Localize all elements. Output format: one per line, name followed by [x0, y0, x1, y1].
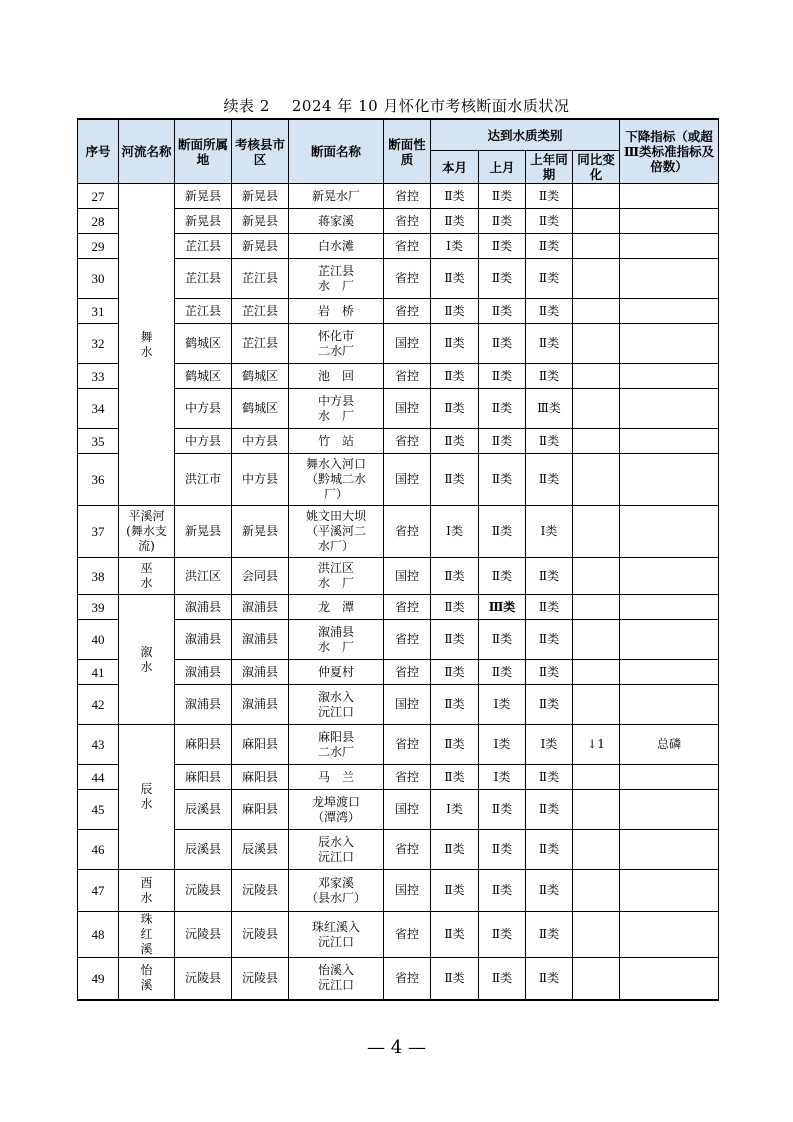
header-section: 断面名称 — [289, 119, 384, 184]
cell-yoy — [573, 364, 620, 389]
cell-indicator — [620, 595, 719, 620]
cell-nature: 国控 — [384, 558, 431, 595]
cell-indicator — [620, 234, 719, 259]
cell-county: 中方县 — [232, 429, 289, 454]
cell-last-year: Ⅱ类 — [526, 830, 573, 870]
cell-nature: 省控 — [384, 595, 431, 620]
cell-county: 沅陵县 — [232, 958, 289, 1000]
cell-nature: 省控 — [384, 912, 431, 958]
table-row — [78, 209, 719, 234]
cell-last-month: Ⅰ类 — [479, 725, 526, 765]
cell-nature: 省控 — [384, 364, 431, 389]
cell-yoy — [573, 765, 620, 790]
cell-region: 新晃县 — [175, 209, 232, 234]
cell-nature: 省控 — [384, 184, 431, 209]
cell-last-year: Ⅱ类 — [526, 765, 573, 790]
cell-last-month: Ⅱ类 — [479, 660, 526, 685]
cell-last-year: Ⅱ类 — [526, 234, 573, 259]
cell-indicator — [620, 209, 719, 234]
cell-section: 中方县 水 厂 — [289, 389, 384, 429]
cell-yoy — [573, 958, 620, 1000]
cell-seq: 46 — [78, 830, 119, 870]
table-row — [78, 765, 719, 790]
cell-river — [119, 958, 175, 1000]
cell-seq: 36 — [78, 454, 119, 506]
cell-yoy — [573, 389, 620, 429]
cell-yoy — [573, 830, 620, 870]
cell-last-year: Ⅱ类 — [526, 364, 573, 389]
cell-seq: 31 — [78, 299, 119, 324]
cell-this-month: Ⅱ类 — [431, 725, 479, 765]
cell-nature: 国控 — [384, 389, 431, 429]
cell-nature: 省控 — [384, 506, 431, 558]
cell-county: 辰溪县 — [232, 830, 289, 870]
cell-last-month: Ⅱ类 — [479, 958, 526, 1000]
table-row — [78, 725, 719, 765]
cell-yoy — [573, 685, 620, 725]
cell-region: 芷江县 — [175, 259, 232, 299]
cell-this-month: Ⅱ类 — [431, 830, 479, 870]
cell-this-month: Ⅱ类 — [431, 299, 479, 324]
cell-last-month: Ⅱ类 — [479, 454, 526, 506]
cell-river — [119, 725, 175, 870]
cell-seq: 34 — [78, 389, 119, 429]
river-name: 辰水 — [140, 782, 153, 811]
cell-county: 新晃县 — [232, 209, 289, 234]
header-region: 断面所属地 — [175, 119, 232, 184]
cell-indicator — [620, 454, 719, 506]
cell-section: 溆浦县 水 厂 — [289, 620, 384, 660]
cell-indicator — [620, 765, 719, 790]
river-name: 珠红溪 — [140, 912, 153, 956]
cell-section: 新晃水厂 — [289, 184, 384, 209]
cell-seq: 29 — [78, 234, 119, 259]
cell-seq: 41 — [78, 660, 119, 685]
cell-seq: 37 — [78, 506, 119, 558]
cell-yoy — [573, 299, 620, 324]
cell-seq: 49 — [78, 958, 119, 1000]
cell-region: 溆浦县 — [175, 620, 232, 660]
cell-county: 芷江县 — [232, 324, 289, 364]
cell-indicator — [620, 389, 719, 429]
cell-this-month: Ⅱ类 — [431, 660, 479, 685]
cell-yoy — [573, 324, 620, 364]
cell-yoy — [573, 595, 620, 620]
header-last-year: 上年同期 — [526, 151, 573, 184]
cell-nature: 省控 — [384, 765, 431, 790]
cell-indicator — [620, 685, 719, 725]
cell-section: 岩 桥 — [289, 299, 384, 324]
cell-county: 沅陵县 — [232, 912, 289, 958]
cell-this-month: Ⅱ类 — [431, 685, 479, 725]
cell-indicator — [620, 870, 719, 912]
cell-river — [119, 595, 175, 725]
cell-section: 马 兰 — [289, 765, 384, 790]
cell-region: 沅陵县 — [175, 870, 232, 912]
cell-region: 溆浦县 — [175, 685, 232, 725]
cell-yoy — [573, 209, 620, 234]
cell-county: 新晃县 — [232, 234, 289, 259]
cell-county: 新晃县 — [232, 184, 289, 209]
cell-county: 中方县 — [232, 454, 289, 506]
cell-nature: 国控 — [384, 685, 431, 725]
cell-county: 麻阳县 — [232, 765, 289, 790]
cell-this-month: Ⅱ类 — [431, 184, 479, 209]
cell-nature: 省控 — [384, 299, 431, 324]
cell-section: 芷江县 水 厂 — [289, 259, 384, 299]
cell-region: 芷江县 — [175, 234, 232, 259]
cell-this-month: Ⅱ类 — [431, 454, 479, 506]
cell-last-year: Ⅱ类 — [526, 209, 573, 234]
cell-indicator — [620, 660, 719, 685]
cell-county: 溆浦县 — [232, 620, 289, 660]
cell-indicator — [620, 830, 719, 870]
cell-indicator — [620, 184, 719, 209]
header-reached-group: 达到水质类别 — [431, 119, 620, 151]
cell-yoy — [573, 234, 620, 259]
cell-indicator — [620, 429, 719, 454]
cell-last-month: Ⅱ类 — [479, 364, 526, 389]
cell-seq: 48 — [78, 912, 119, 958]
cell-river — [119, 870, 175, 912]
cell-this-month: Ⅱ类 — [431, 595, 479, 620]
cell-seq: 45 — [78, 790, 119, 830]
cell-seq: 30 — [78, 259, 119, 299]
cell-seq: 43 — [78, 725, 119, 765]
cell-county: 溆浦县 — [232, 595, 289, 620]
cell-section: 仲夏村 — [289, 660, 384, 685]
cell-section: 麻阳县 二水厂 — [289, 725, 384, 765]
cell-this-month: Ⅱ类 — [431, 870, 479, 912]
cell-last-year: Ⅱ类 — [526, 620, 573, 660]
table-row — [78, 259, 719, 299]
table-row — [78, 429, 719, 454]
cell-indicator — [620, 324, 719, 364]
cell-yoy — [573, 790, 620, 830]
table-row — [78, 184, 719, 209]
cell-nature: 国控 — [384, 870, 431, 912]
cell-county: 麻阳县 — [232, 790, 289, 830]
cell-indicator — [620, 620, 719, 660]
table-row — [78, 234, 719, 259]
cell-seq: 42 — [78, 685, 119, 725]
cell-indicator — [620, 364, 719, 389]
cell-last-month: Ⅱ类 — [479, 558, 526, 595]
cell-last-year: Ⅱ类 — [526, 184, 573, 209]
cell-region: 溆浦县 — [175, 660, 232, 685]
table-row — [78, 912, 719, 958]
cell-section: 白水滩 — [289, 234, 384, 259]
cell-this-month: Ⅱ类 — [431, 389, 479, 429]
cell-nature: 省控 — [384, 234, 431, 259]
cell-section: 邓家溪 （县水厂） — [289, 870, 384, 912]
cell-nature: 国控 — [384, 454, 431, 506]
cell-yoy: ↓1 — [573, 725, 620, 765]
cell-county: 溆浦县 — [232, 685, 289, 725]
river-name: 怡溪 — [140, 963, 153, 993]
cell-last-year: Ⅰ类 — [526, 725, 573, 765]
cell-seq: 28 — [78, 209, 119, 234]
cell-this-month: Ⅱ类 — [431, 620, 479, 660]
cell-last-year: Ⅱ类 — [526, 324, 573, 364]
cell-county: 芷江县 — [232, 299, 289, 324]
cell-last-month: Ⅱ类 — [479, 259, 526, 299]
cell-section: 龙 潭 — [289, 595, 384, 620]
cell-indicator — [620, 912, 719, 958]
table-row — [78, 558, 719, 595]
cell-last-month: Ⅱ类 — [479, 209, 526, 234]
cell-region: 新晃县 — [175, 506, 232, 558]
header-yoy: 同比变化 — [573, 151, 620, 184]
header-indicator: 下降指标（或超Ⅲ类标准指标及倍数） — [620, 119, 719, 184]
table-row — [78, 506, 719, 558]
cell-region: 洪江市 — [175, 454, 232, 506]
table-row — [78, 685, 719, 725]
cell-last-year: Ⅱ类 — [526, 790, 573, 830]
cell-nature: 国控 — [384, 790, 431, 830]
cell-river — [119, 506, 175, 558]
cell-last-year: Ⅱ类 — [526, 558, 573, 595]
cell-last-year: Ⅱ类 — [526, 660, 573, 685]
table-row — [78, 958, 719, 1000]
water-quality-table — [77, 118, 719, 1001]
cell-this-month: Ⅰ类 — [431, 234, 479, 259]
cell-county: 溆浦县 — [232, 660, 289, 685]
table-row — [78, 454, 719, 506]
cell-last-year: Ⅱ类 — [526, 259, 573, 299]
cell-section: 怀化市 二水厂 — [289, 324, 384, 364]
cell-seq: 44 — [78, 765, 119, 790]
cell-this-month: Ⅱ类 — [431, 912, 479, 958]
cell-river — [119, 558, 175, 595]
cell-county: 会同县 — [232, 558, 289, 595]
cell-yoy — [573, 620, 620, 660]
cell-last-month: Ⅱ类 — [479, 299, 526, 324]
cell-last-year: Ⅰ类 — [526, 506, 573, 558]
cell-nature: 省控 — [384, 958, 431, 1000]
cell-seq: 33 — [78, 364, 119, 389]
cell-last-month: Ⅱ类 — [479, 912, 526, 958]
cell-indicator — [620, 790, 719, 830]
cell-region: 中方县 — [175, 389, 232, 429]
cell-section: 溆水入 沅江口 — [289, 685, 384, 725]
cell-region: 溆浦县 — [175, 595, 232, 620]
table-row — [78, 324, 719, 364]
cell-county: 芷江县 — [232, 259, 289, 299]
header-nature: 断面性质 — [384, 119, 431, 184]
cell-region: 麻阳县 — [175, 765, 232, 790]
cell-seq: 40 — [78, 620, 119, 660]
cell-this-month: Ⅱ类 — [431, 558, 479, 595]
cell-region: 新晃县 — [175, 184, 232, 209]
table-caption — [0, 95, 793, 116]
header-last-month: 上月 — [479, 151, 526, 184]
cell-region: 麻阳县 — [175, 725, 232, 765]
cell-river — [119, 184, 175, 506]
cell-county: 鹤城区 — [232, 364, 289, 389]
cell-last-month: Ⅱ类 — [479, 620, 526, 660]
cell-region: 中方县 — [175, 429, 232, 454]
cell-this-month: Ⅰ类 — [431, 506, 479, 558]
caption-label: 续表 2 — [223, 97, 270, 115]
cell-section: 池 回 — [289, 364, 384, 389]
river-name: 酉水 — [140, 875, 153, 905]
cell-region: 鹤城区 — [175, 364, 232, 389]
cell-last-year: Ⅱ类 — [526, 454, 573, 506]
cell-region: 洪江区 — [175, 558, 232, 595]
cell-section: 蒋家溪 — [289, 209, 384, 234]
cell-last-month: Ⅱ类 — [479, 790, 526, 830]
header-river: 河流名称 — [119, 119, 175, 184]
cell-yoy — [573, 660, 620, 685]
cell-last-month: Ⅰ类 — [479, 685, 526, 725]
table-row — [78, 620, 719, 660]
cell-this-month: Ⅱ类 — [431, 429, 479, 454]
cell-section: 姚文田大坝 （平溪河二 水厂） — [289, 506, 384, 558]
cell-nature: 省控 — [384, 830, 431, 870]
cell-seq: 38 — [78, 558, 119, 595]
cell-nature: 省控 — [384, 259, 431, 299]
cell-section: 竹 站 — [289, 429, 384, 454]
cell-county: 麻阳县 — [232, 725, 289, 765]
cell-yoy — [573, 558, 620, 595]
table-row — [78, 389, 719, 429]
cell-region: 辰溪县 — [175, 830, 232, 870]
cell-region: 芷江县 — [175, 299, 232, 324]
header-seq: 序号 — [78, 119, 119, 184]
cell-last-month: Ⅱ类 — [479, 184, 526, 209]
page-number: — 4 — — [367, 1037, 426, 1058]
cell-section: 怡溪入 沅江口 — [289, 958, 384, 1000]
cell-last-month: Ⅰ类 — [479, 765, 526, 790]
cell-yoy — [573, 184, 620, 209]
cell-last-month: Ⅱ类 — [479, 870, 526, 912]
cell-indicator — [620, 506, 719, 558]
cell-last-month: Ⅱ类 — [479, 324, 526, 364]
cell-yoy — [573, 429, 620, 454]
cell-nature: 省控 — [384, 620, 431, 660]
cell-last-month: Ⅱ类 — [479, 234, 526, 259]
cell-indicator — [620, 259, 719, 299]
cell-last-month: Ⅲ类 — [479, 595, 526, 620]
river-name: 舞水 — [140, 329, 153, 359]
cell-this-month: Ⅱ类 — [431, 765, 479, 790]
table-row — [78, 660, 719, 685]
cell-nature: 国控 — [384, 324, 431, 364]
cell-nature: 省控 — [384, 209, 431, 234]
caption-title: 2024 年 10 月怀化市考核断面水质状况 — [291, 97, 570, 115]
cell-region: 辰溪县 — [175, 790, 232, 830]
river-name: 平溪河(舞水支流) — [126, 509, 167, 553]
cell-seq: 27 — [78, 184, 119, 209]
cell-last-year: Ⅱ类 — [526, 299, 573, 324]
cell-region: 沅陵县 — [175, 958, 232, 1000]
cell-this-month: Ⅱ类 — [431, 259, 479, 299]
header-county: 考核县市区 — [232, 119, 289, 184]
cell-last-year: Ⅱ类 — [526, 870, 573, 912]
cell-yoy — [573, 870, 620, 912]
table-row — [78, 299, 719, 324]
cell-last-year: Ⅱ类 — [526, 429, 573, 454]
cell-indicator — [620, 299, 719, 324]
cell-river — [119, 912, 175, 958]
cell-seq: 47 — [78, 870, 119, 912]
cell-indicator — [620, 958, 719, 1000]
cell-section: 珠红溪入 沅江口 — [289, 912, 384, 958]
cell-last-month: Ⅱ类 — [479, 506, 526, 558]
cell-county: 新晃县 — [232, 506, 289, 558]
table-row — [78, 790, 719, 830]
cell-nature: 省控 — [384, 429, 431, 454]
table-body — [78, 184, 719, 1000]
cell-last-month: Ⅱ类 — [479, 830, 526, 870]
cell-nature: 省控 — [384, 725, 431, 765]
river-name: 巫水 — [140, 561, 153, 590]
cell-seq: 39 — [78, 595, 119, 620]
cell-region: 沅陵县 — [175, 912, 232, 958]
cell-this-month: Ⅰ类 — [431, 790, 479, 830]
cell-yoy — [573, 912, 620, 958]
table-row — [78, 595, 719, 620]
cell-last-year: Ⅱ类 — [526, 595, 573, 620]
cell-region: 鹤城区 — [175, 324, 232, 364]
cell-last-year: Ⅲ类 — [526, 389, 573, 429]
table-row — [78, 870, 719, 912]
cell-county: 鹤城区 — [232, 389, 289, 429]
cell-indicator — [620, 558, 719, 595]
cell-last-year: Ⅱ类 — [526, 958, 573, 1000]
cell-last-month: Ⅱ类 — [479, 389, 526, 429]
cell-seq: 32 — [78, 324, 119, 364]
cell-section: 舞水入河口 （黔城二水 厂） — [289, 454, 384, 506]
cell-indicator: 总磷 — [620, 725, 719, 765]
cell-yoy — [573, 506, 620, 558]
cell-section: 辰水入 沅江口 — [289, 830, 384, 870]
cell-this-month: Ⅱ类 — [431, 958, 479, 1000]
cell-yoy — [573, 259, 620, 299]
cell-last-year: Ⅱ类 — [526, 685, 573, 725]
cell-yoy — [573, 454, 620, 506]
cell-this-month: Ⅱ类 — [431, 364, 479, 389]
table-row — [78, 830, 719, 870]
cell-seq: 35 — [78, 429, 119, 454]
cell-section: 龙埠渡口 （潭湾） — [289, 790, 384, 830]
cell-last-year: Ⅱ类 — [526, 912, 573, 958]
cell-this-month: Ⅱ类 — [431, 324, 479, 364]
cell-nature: 省控 — [384, 660, 431, 685]
river-name: 溆水 — [140, 644, 153, 674]
cell-section: 洪江区 水 厂 — [289, 558, 384, 595]
header-this-month: 本月 — [431, 151, 479, 184]
cell-last-month: Ⅱ类 — [479, 429, 526, 454]
cell-county: 沅陵县 — [232, 870, 289, 912]
table-row — [78, 364, 719, 389]
cell-this-month: Ⅱ类 — [431, 209, 479, 234]
table-header — [78, 119, 719, 184]
